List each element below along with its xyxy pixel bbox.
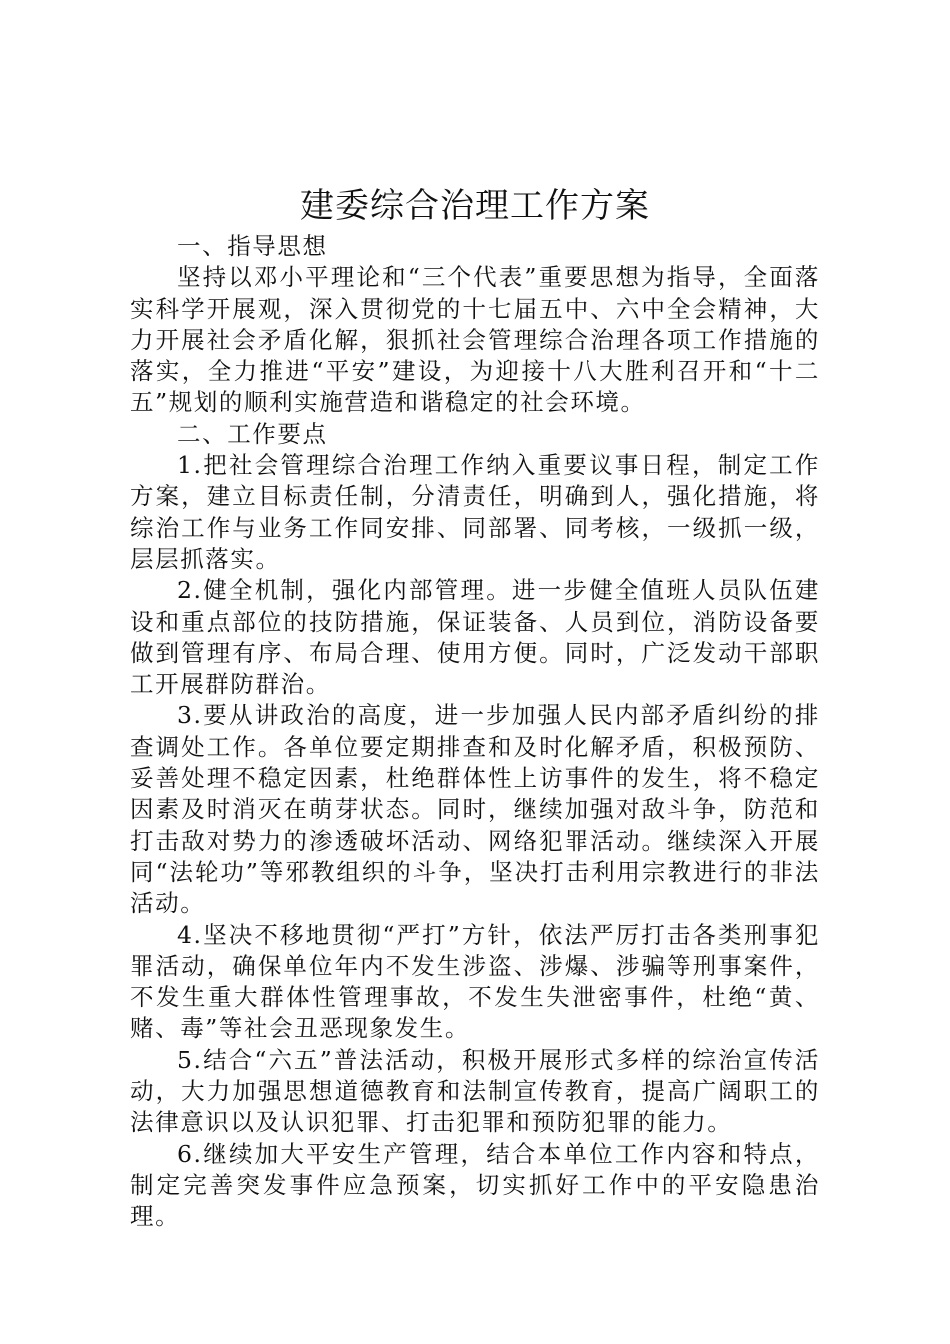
paragraph-guiding-ideology: 坚持以邓小平理论和“三个代表”重要思想为指导，全面落实科学开展观，深入贯彻党的十七届五中、六中全会精神，大力开展社会矛盾化解，狠抓社会管理综合治理各项工作措施的落实，全力推进“平安”建设，为迎接十八大胜利召开和“十二五”规划的顺利实施营造和谐稳定的社会环境。 [130,263,820,417]
paragraph-point-3: 3.要从讲政治的高度，进一步加强人民内部矛盾纠纷的排查调处工作。各单位要定期排查和及时化解矛盾，积极预防、妥善处理不稳定因素，杜绝群体性上访事件的发生，将不稳定因素及时消灭在萌芽状态。同时，继续加强对敌斗争，防范和打击敌对势力的渗透破坏活动、网络犯罪活动。继续深入开展同“法轮功”等邪教组织的斗争，坚决打击利用宗教进行的非法活动。 [130,701,820,918]
paragraph-point-4: 4.坚决不移地贯彻“严打”方针，依法严厉打击各类刑事犯罪活动，确保单位年内不发生涉盗、涉爆、涉骗等刑事案件，不发生重大群体性管理事故，不发生失泄密事件，杜绝“黄、赌、毒”等社会丑恶现象发生。 [130,920,820,1043]
section-heading-guiding-ideology: 一、指导思想 [177,232,328,260]
document-title: 建委综合治理工作方案 [300,186,650,226]
paragraph-point-2: 2.健全机制，强化内部管理。进一步健全值班人员队伍建设和重点部位的技防措施，保证装备、人员到位，消防设备要做到管理有序、布局合理、使用方便。同时，广泛发动干部职工开展群防群治。 [130,576,820,699]
document-body [130,231,820,1233]
section-heading-work-points: 二、工作要点 [177,419,328,448]
paragraph-point-1: 1.把社会管理综合治理工作纳入重要议事日程，制定工作方案，建立目标责任制，分清责任，明确到人，强化措施，将综治工作与业务工作同安排、同部署、同考核，一级抓一级，层层抓落实。 [130,451,820,573]
paragraph-point-6: 6.继续加大平安生产管理，结合本单位工作内容和特点，制定完善突发事件应急预案，切实抓好工作中的平安隐患治理。 [130,1139,820,1231]
paragraph-point-5: 5.结合“六五”普法活动，积极开展形式多样的综治宣传活动，大力加强思想道德教育和法制宣传教育，提高广阔职工的法律意识以及认识犯罪、打击犯罪和预防犯罪的能力。 [130,1045,820,1137]
